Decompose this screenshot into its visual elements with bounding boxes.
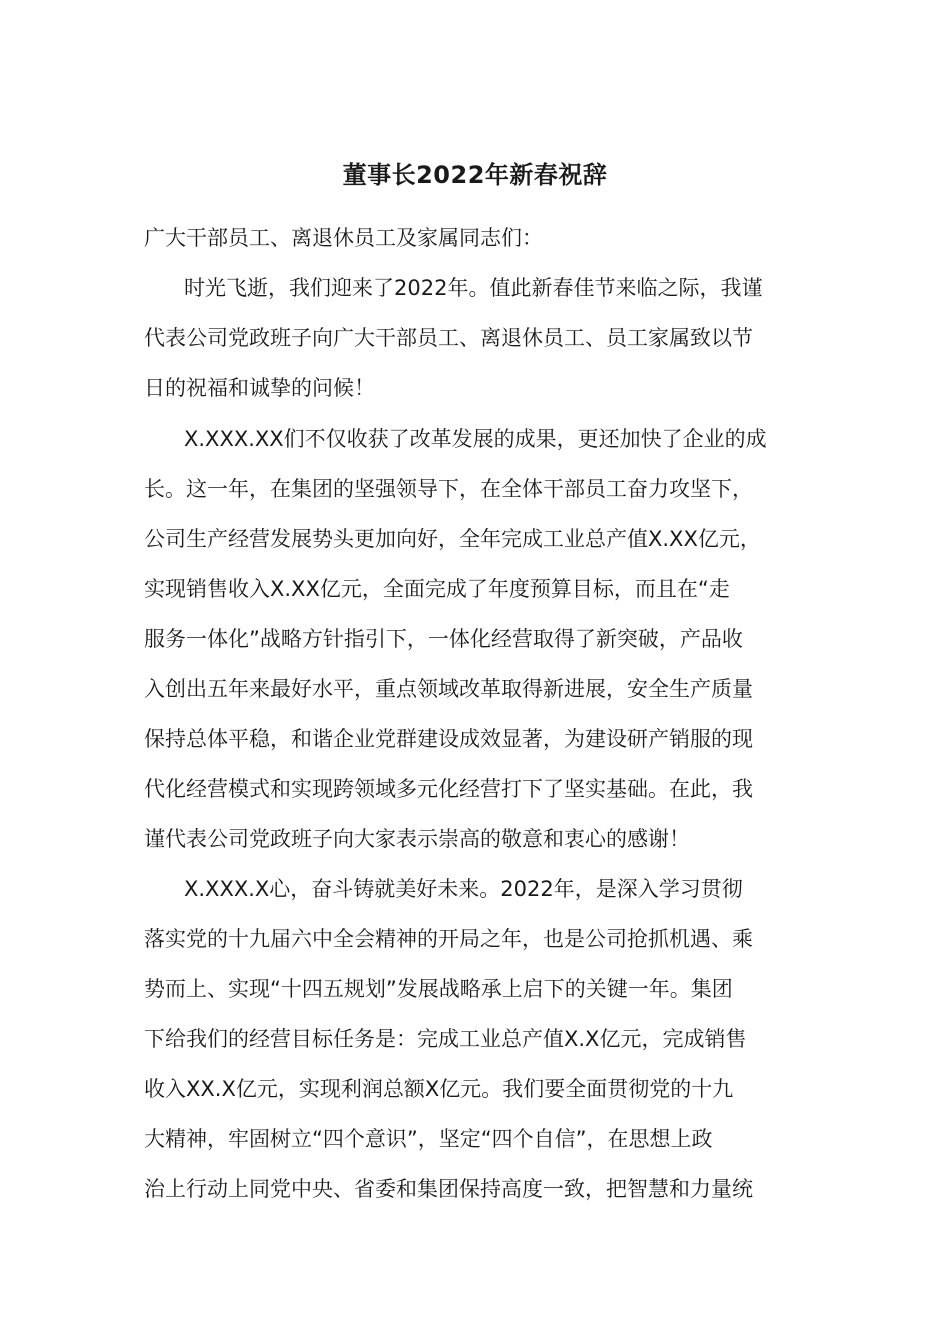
paragraph-line: 收入XX.X亿元，实现利润总额X亿元。我们要全面贯彻党的十九 (144, 1077, 734, 1101)
paragraph-line: X.XXX.XX们不仅收获了改革发展的成果，更还加快了企业的成 (184, 427, 767, 451)
paragraph-line: 入创出五年来最好水平，重点领域改革取得新进展，安全生产质量 (144, 677, 753, 701)
paragraph-line: 谨代表公司党政班子向大家表示崇高的敬意和衷心的感谢！ (144, 827, 690, 851)
document-title: 董事长2022年新春祝辞 (342, 161, 608, 189)
paragraph-line: 代表公司党政班子向广大干部员工、离退休员工、员工家属致以节 (144, 326, 753, 350)
paragraph-line: 下给我们的经营目标任务是：完成工业总产值X.X亿元，完成销售 (144, 1027, 747, 1051)
paragraph-line: 长。这一年，在集团的坚强领导下，在全体干部员工奋力攻坚下， (144, 477, 753, 501)
paragraph-line: 大精神，牢固树立“四个意识”，坚定“四个自信”，在思想上政 (144, 1127, 713, 1151)
paragraph-line: 治上行动上同党中央、省委和集团保持高度一致，把智慧和力量统 (144, 1177, 753, 1201)
paragraph-line: X.XXX.X心，奋斗铸就美好未来。2022年，是深入学习贯彻 (184, 877, 743, 901)
paragraph-line: 势而上、实现“十四五规划”发展战略承上启下的关键一年。集团 (144, 977, 733, 1001)
paragraph-line: 保持总体平稳，和谐企业党群建设成效显著，为建设研产销服的现 (144, 727, 753, 751)
paragraph-line: 公司生产经营发展势头更加向好，全年完成工业总产值X.XX亿元， (144, 527, 761, 551)
salutation: 广大干部员工、离退休员工及家属同志们： (144, 226, 543, 250)
paragraph-line: 代化经营模式和实现跨领域多元化经营打下了坚实基础。在此，我 (144, 777, 753, 801)
paragraph-line: 落实党的十九届六中全会精神的开局之年，也是公司抢抓机遇、乘 (144, 927, 753, 951)
paragraph-line: 时光飞逝，我们迎来了2022年。值此新春佳节来临之际，我谨 (184, 276, 763, 300)
paragraph-line: 实现销售收入X.XX亿元，全面完成了年度预算目标，而且在“走 (144, 577, 730, 601)
paragraph-line: 服务一体化”战略方针指引下，一体化经营取得了新突破，产品收 (144, 627, 743, 651)
paragraph-line: 日的祝福和诚挚的问候！ (144, 376, 375, 400)
